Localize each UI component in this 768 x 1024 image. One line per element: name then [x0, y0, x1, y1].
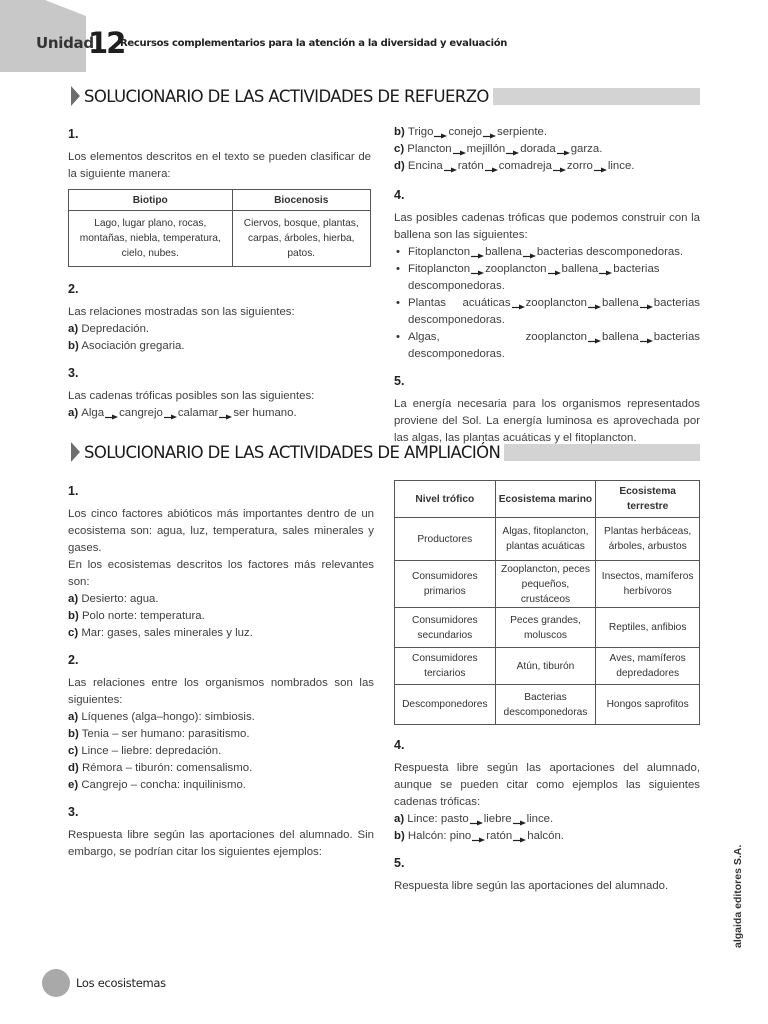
refuerzo-q2: [68, 281, 371, 355]
question-text: Las relaciones entre los organismos nombrados son las siguientes:: [68, 677, 374, 706]
item-label: b): [68, 728, 79, 740]
arrow-right-icon: [523, 248, 536, 255]
arrow-right-icon: [219, 409, 232, 416]
chain-step: garza.: [570, 143, 603, 155]
item-label: c): [68, 745, 79, 757]
chain-step: lince.: [607, 160, 635, 172]
refuerzo-q4: [394, 187, 700, 363]
item-label: a): [68, 407, 82, 419]
chain-step: zorro: [566, 160, 593, 172]
chain-step: ratón: [457, 160, 484, 172]
table-cell: Bacterias descomponedoras: [495, 685, 596, 725]
item-label: d): [68, 762, 79, 774]
refuerzo-q3: [68, 365, 371, 422]
food-chain-item: [394, 158, 700, 175]
ampliacion-q1: [68, 483, 374, 642]
chain-step: calamar: [177, 407, 219, 419]
section-title-text: SOLUCIONARIO DE LAS ACTIVIDADES DE AMPLIACIÓN: [84, 442, 501, 462]
arrow-right-icon: [557, 145, 570, 152]
food-chain-item: [394, 828, 700, 845]
item-label: a): [68, 323, 79, 335]
ampliacion-right-column: [394, 480, 700, 905]
table-header: Ecosistema terrestre: [596, 481, 700, 518]
chain-step: serpiente.: [497, 126, 548, 138]
bullet-list: [394, 244, 700, 363]
arrow-right-icon: [485, 162, 498, 169]
ampliacion-q5: [394, 855, 700, 895]
table-cell: Ciervos, bosque, plantas, carpas, árboles, hierba, patos.: [232, 211, 370, 267]
ampliacion-q4: [394, 737, 700, 845]
table-cell: Consumidores primarios: [395, 561, 496, 608]
chain-step: Fitoplancton: [408, 263, 471, 275]
question-text: Las posibles cadenas tróficas que podemos construir con la ballena son las siguientes:: [394, 212, 700, 241]
item-text: Lince – liebre: depredación.: [81, 745, 222, 757]
chain-step: pasto: [440, 813, 469, 825]
chain-step: lince.: [526, 813, 554, 825]
question-text: Los cinco factores abióticos más importantes dentro de un ecosistema son: agua, luz, temperatura, sales minerales y gases.: [68, 508, 374, 554]
triangle-marker-icon: [71, 442, 80, 462]
answer-item: [68, 625, 374, 642]
arrow-right-icon: [512, 299, 525, 306]
table-cell: Peces grandes, moluscos: [495, 608, 596, 648]
question-number: 3.: [68, 805, 79, 819]
chain-step: ratón: [486, 830, 513, 842]
arrow-right-icon: [105, 409, 118, 416]
arrow-right-icon: [513, 832, 526, 839]
chain-step: bacterias descomponedoras.: [536, 246, 684, 258]
refuerzo-right-column: [394, 124, 700, 457]
bullet-item: [394, 261, 700, 295]
question-number: 3.: [68, 366, 79, 380]
item-label: c): [68, 627, 79, 639]
chain-step: bacterias descomponedoras.: [408, 331, 700, 360]
arrow-right-icon: [588, 299, 601, 306]
table-row: [395, 648, 700, 685]
unit-number: 12: [88, 26, 125, 60]
section-title-refuerzo: [71, 86, 700, 106]
table-cell: Aves, mamíferos depredadores: [596, 648, 700, 685]
chain-step: dorada: [520, 143, 556, 155]
refuerzo-q5: [394, 373, 700, 447]
item-label: a): [394, 813, 408, 825]
arrow-right-icon: [483, 128, 496, 135]
question-text: Respuesta libre según las aportaciones del alumnado. Sin embargo, se podrían citar los siguientes ejemplos:: [68, 829, 374, 858]
arrow-right-icon: [470, 815, 483, 822]
food-chain-item: [68, 405, 371, 422]
question-text-2: En los ecosistemas descritos los factores más relevantes son:: [68, 559, 374, 588]
answer-item: [68, 709, 374, 726]
arrow-right-icon: [444, 162, 457, 169]
arrow-right-icon: [548, 265, 561, 272]
chain-step: ser humano.: [233, 407, 297, 419]
chain-step: Fitoplancton: [408, 246, 471, 258]
refuerzo-q1: [68, 126, 371, 267]
answer-item: [68, 760, 374, 777]
chain-step: pino: [449, 830, 472, 842]
table-cell: Insectos, mamíferos herbívoros: [596, 561, 700, 608]
question-text: La energía necesaria para los organismos representados proviene del Sol. La energía luminosa es aprovechada por las algas, las plantas acuáticas y el fitoplancton.: [394, 398, 700, 444]
bullet-item: [394, 295, 700, 329]
section-title-ampliacion: [71, 442, 700, 462]
food-chain-item: [394, 141, 700, 158]
question-text: Las relaciones mostradas son las siguientes:: [68, 306, 295, 318]
bullet-item: [394, 329, 700, 363]
chain-step: zooplancton: [525, 297, 588, 309]
item-text: Polo norte: temperatura.: [81, 610, 205, 622]
item-label: c): [394, 143, 408, 155]
chain-step: Plancton: [407, 143, 452, 155]
question-text: Las cadenas tróficas posibles son las siguientes:: [68, 390, 315, 402]
chain-step: Trigo: [407, 126, 434, 138]
page-number-circle: [42, 969, 70, 997]
question-number: 1.: [68, 127, 79, 141]
table-row: [395, 561, 700, 608]
question-number: 4.: [394, 738, 405, 752]
arrow-right-icon: [594, 162, 607, 169]
chain-prefix: Halcón:: [407, 830, 450, 842]
question-number: 2.: [68, 653, 79, 667]
item-text: Cangrejo – concha: inquilinismo.: [81, 779, 246, 791]
answer-item: [68, 338, 371, 355]
header-subtitle: Recursos complementarios para la atención a la diversidad y evaluación: [120, 38, 508, 49]
triangle-marker-icon: [71, 86, 80, 106]
section-title-text: SOLUCIONARIO DE LAS ACTIVIDADES DE REFUERZO: [84, 86, 489, 106]
chain-step: comadreja: [498, 160, 552, 172]
arrow-right-icon: [588, 333, 601, 340]
arrow-right-icon: [506, 145, 519, 152]
table-cell: Consumidores terciarios: [395, 648, 496, 685]
chapter-title: Los ecosistemas: [76, 976, 166, 990]
chain-step: halcón.: [527, 830, 564, 842]
chain-prefix: Lince:: [407, 813, 441, 825]
ampliacion-left-column: [68, 483, 374, 871]
publisher-credit: algaida editores S.A.: [732, 844, 744, 948]
chain-step: bacterias descomponedoras.: [408, 297, 700, 326]
table-header: Nivel trófico: [395, 481, 496, 518]
chain-step: Encina: [407, 160, 443, 172]
question-text: Los elementos descritos en el texto se pueden clasificar de la siguiente manera:: [68, 151, 371, 180]
chain-step: ballena: [602, 331, 639, 343]
unit-label: Unidad: [36, 34, 94, 52]
title-bar-decoration: [504, 444, 700, 461]
item-label: a): [68, 593, 79, 605]
item-text: Rémora – tiburón: comensalismo.: [81, 762, 253, 774]
table-cell: Descomponedores: [395, 685, 496, 725]
table-cell: Productores: [395, 518, 496, 561]
table-cell: Lago, lugar plano, rocas, montañas, niebla, temperatura, cielo, nubes.: [69, 211, 233, 267]
arrow-right-icon: [513, 815, 526, 822]
table-row: [395, 608, 700, 648]
bullet-item: [394, 244, 700, 261]
food-chain-item: [394, 124, 700, 141]
arrow-right-icon: [640, 299, 653, 306]
arrow-right-icon: [471, 265, 484, 272]
chain-step: mejillón: [466, 143, 506, 155]
chain-step: Plantas acuáticas: [408, 297, 511, 309]
table-cell: Reptiles, anfibios: [596, 608, 700, 648]
chain-step: Algas, zooplancton: [408, 331, 588, 343]
question-number: 1.: [68, 484, 79, 498]
arrow-right-icon: [164, 409, 177, 416]
question-number: 4.: [394, 188, 405, 202]
item-text: Líquenes (alga–hongo): simbiosis.: [81, 711, 255, 723]
arrow-right-icon: [471, 248, 484, 255]
item-text: Tenia – ser humano: parasitismo.: [81, 728, 250, 740]
biotipo-biocenosis-table: [68, 189, 371, 267]
chain-step: cangrejo: [119, 407, 163, 419]
answer-item: [68, 743, 374, 760]
chain-step: ballena: [602, 297, 639, 309]
question-number: 5.: [394, 856, 405, 870]
answer-item: [68, 777, 374, 794]
trophic-levels-table: [394, 480, 700, 725]
arrow-right-icon: [472, 832, 485, 839]
answer-item: [68, 726, 374, 743]
item-label: a): [68, 711, 79, 723]
item-label: b): [68, 340, 79, 352]
food-chain-item: [394, 811, 700, 828]
arrow-right-icon: [434, 128, 447, 135]
chain-step: Alga: [81, 407, 105, 419]
table-cell: Zooplancton, peces pequeños, crustáceos: [495, 561, 596, 608]
item-label: e): [68, 779, 79, 791]
ampliacion-q3: [68, 804, 374, 861]
chain-step: bacterias descomponedoras.: [408, 263, 660, 292]
answer-item: [68, 591, 374, 608]
question-text: Respuesta libre según las aportaciones del alumnado.: [394, 880, 669, 892]
table-header: Biotipo: [69, 190, 233, 211]
item-text: Depredación.: [81, 323, 150, 335]
item-label: b): [394, 830, 408, 842]
question-text: Respuesta libre según las aportaciones del alumnado, aunque se pueden citar como ejemplos las siguientes cadenas tróficas:: [394, 762, 700, 808]
question-number: 5.: [394, 374, 405, 388]
item-label: b): [68, 610, 79, 622]
table-header: Biocenosis: [232, 190, 370, 211]
table-row: [395, 685, 700, 725]
chain-step: zooplancton: [485, 263, 547, 275]
refuerzo-left-column: [68, 126, 371, 432]
chain-step: ballena: [561, 263, 599, 275]
item-text: Asociación gregaria.: [81, 340, 185, 352]
arrow-right-icon: [453, 145, 466, 152]
table-cell: Atún, tiburón: [495, 648, 596, 685]
answer-item: [68, 321, 371, 338]
chain-step: conejo: [448, 126, 483, 138]
table-cell: Hongos saprofitos: [596, 685, 700, 725]
arrow-right-icon: [553, 162, 566, 169]
item-label: d): [394, 160, 408, 172]
item-label: b): [394, 126, 408, 138]
table-header: Ecosistema marino: [495, 481, 596, 518]
title-bar-decoration: [493, 88, 700, 105]
chain-step: liebre: [483, 813, 512, 825]
question-number: 2.: [68, 282, 79, 296]
table-cell: Consumidores secundarios: [395, 608, 496, 648]
table-cell: Plantas herbáceas, árboles, arbustos: [596, 518, 700, 561]
arrow-right-icon: [640, 333, 653, 340]
table-row: [395, 518, 700, 561]
table-cell: Algas, fitoplancton, plantas acuáticas: [495, 518, 596, 561]
chain-step: ballena: [485, 246, 522, 258]
refuerzo-q3-continued: [394, 124, 700, 175]
answer-item: [68, 608, 374, 625]
arrow-right-icon: [599, 265, 612, 272]
item-text: Mar: gases, sales minerales y luz.: [81, 627, 253, 639]
item-text: Desierto: agua.: [81, 593, 159, 605]
ampliacion-q2: [68, 652, 374, 794]
